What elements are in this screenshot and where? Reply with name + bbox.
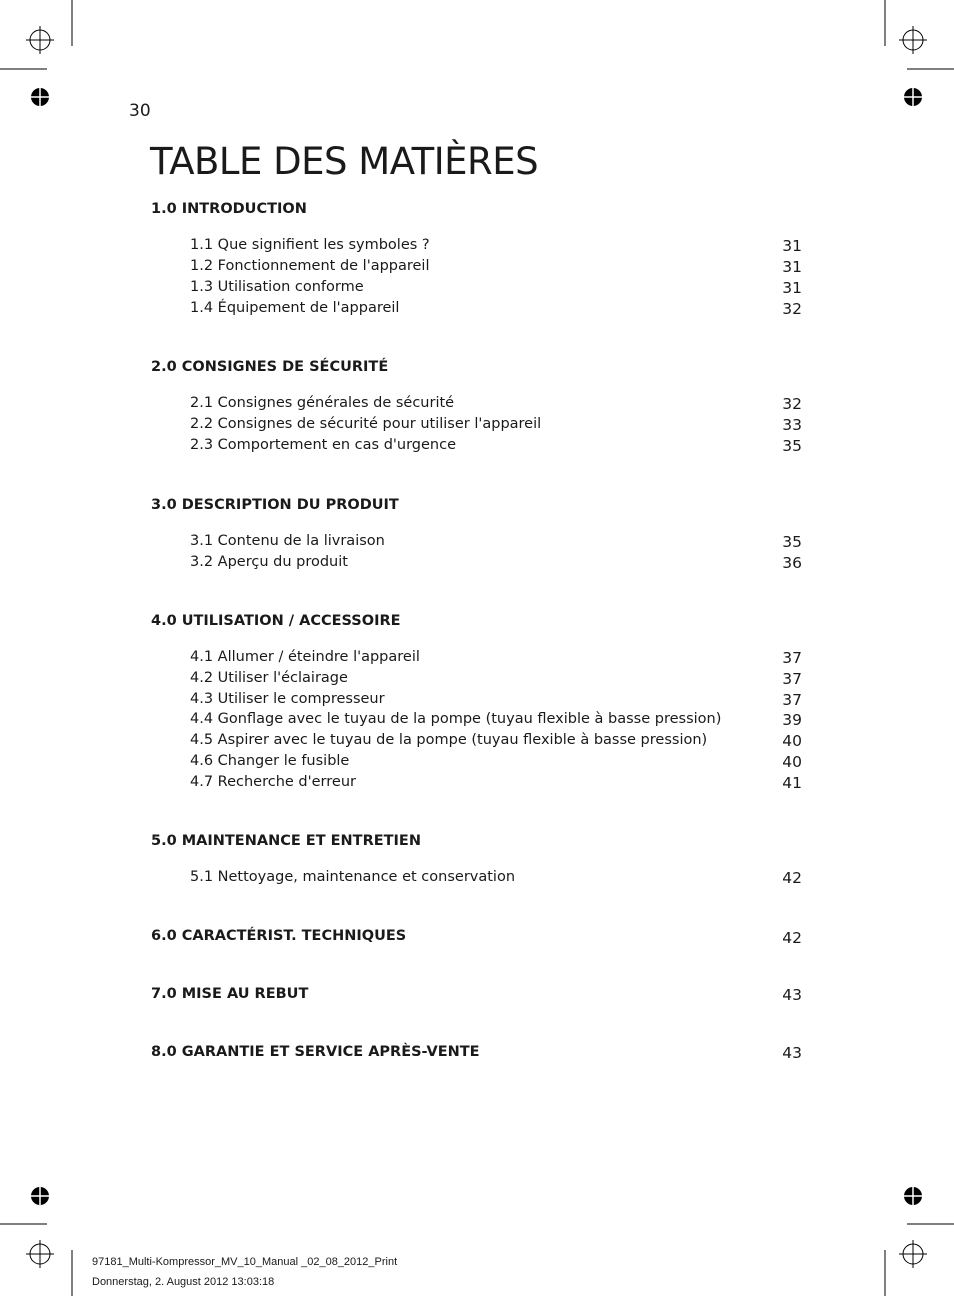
toc-entry-page: 32 bbox=[782, 395, 802, 413]
section-heading-maintenance: 5.0 MAINTENANCE ET ENTRETIEN bbox=[151, 833, 421, 849]
toc-entry-page: 40 bbox=[782, 732, 802, 750]
toc-entry-page: 33 bbox=[782, 416, 802, 434]
section-heading-warranty[interactable]: 8.0 GARANTIE ET SERVICE APRÈS-VENTE bbox=[151, 1044, 480, 1060]
toc-entry[interactable] bbox=[190, 753, 802, 773]
toc-entry[interactable] bbox=[190, 649, 802, 669]
section-heading-introduction: 1.0 INTRODUCTION bbox=[151, 201, 307, 217]
section-page-warranty: 43 bbox=[782, 1044, 802, 1062]
toc-entry[interactable] bbox=[190, 279, 802, 299]
page-number: 30 bbox=[129, 101, 151, 121]
toc-entry-label: 2.3 Comportement en cas d'urgence bbox=[190, 437, 456, 453]
toc-entry[interactable] bbox=[190, 554, 802, 574]
toc-entry-label: 3.2 Aperçu du produit bbox=[190, 554, 348, 570]
toc-entry-label: 1.2 Fonctionnement de l'appareil bbox=[190, 258, 430, 274]
toc-entry[interactable] bbox=[190, 711, 802, 731]
toc-entry-label: 1.1 Que signifient les symboles ? bbox=[190, 237, 430, 253]
toc-entry-label: 4.6 Changer le fusible bbox=[190, 753, 350, 769]
toc-entry-page: 39 bbox=[782, 711, 802, 729]
toc-entry-page: 31 bbox=[782, 237, 802, 255]
toc-entry[interactable] bbox=[190, 395, 802, 415]
toc-entry-label: 4.5 Aspirer avec le tuyau de la pompe (tuyau flexible à basse pression) bbox=[190, 732, 708, 748]
toc-entry-page: 35 bbox=[782, 437, 802, 455]
toc-entry[interactable] bbox=[190, 416, 802, 436]
toc-entry-page: 37 bbox=[782, 649, 802, 667]
toc-entry-label: 2.2 Consignes de sécurité pour utiliser l'appareil bbox=[190, 416, 542, 432]
toc-entry[interactable] bbox=[190, 533, 802, 553]
toc-entry[interactable] bbox=[190, 670, 802, 690]
section-heading-usage: 4.0 UTILISATION / ACCESSOIRE bbox=[151, 613, 401, 629]
toc-entry-page: 36 bbox=[782, 554, 802, 572]
section-page-technical: 42 bbox=[782, 929, 802, 947]
toc-entry-label: 1.3 Utilisation conforme bbox=[190, 279, 364, 295]
toc-entry-label: 4.2 Utiliser l'éclairage bbox=[190, 670, 348, 686]
toc-entry-label: 4.4 Gonflage avec le tuyau de la pompe (tuyau flexible à basse pression) bbox=[190, 711, 722, 727]
toc-entry-label: 1.4 Équipement de l'appareil bbox=[190, 300, 400, 316]
toc-entry[interactable] bbox=[190, 774, 802, 794]
section-heading-disposal[interactable]: 7.0 MISE AU REBUT bbox=[151, 986, 309, 1002]
toc-entry-label: 4.3 Utiliser le compresseur bbox=[190, 691, 385, 707]
footer-timestamp: Donnerstag, 2. August 2012 13:03:18 bbox=[92, 1276, 275, 1288]
toc-entry-page: 35 bbox=[782, 533, 802, 551]
toc-entry[interactable] bbox=[190, 300, 802, 320]
toc-entry-label: 4.7 Recherche d'erreur bbox=[190, 774, 356, 790]
toc-entry[interactable] bbox=[190, 732, 802, 752]
page-title: TABLE DES MATIÈRES bbox=[150, 140, 539, 183]
toc-entry-label: 2.1 Consignes générales de sécurité bbox=[190, 395, 455, 411]
toc-entry-page: 31 bbox=[782, 258, 802, 276]
toc-entry-page: 37 bbox=[782, 691, 802, 709]
toc-entry-page: 37 bbox=[782, 670, 802, 688]
section-page-disposal: 43 bbox=[782, 986, 802, 1004]
section-heading-technical[interactable]: 6.0 CARACTÉRIST. TECHNIQUES bbox=[151, 928, 407, 944]
section-heading-product: 3.0 DESCRIPTION DU PRODUIT bbox=[151, 497, 399, 513]
toc-entry-page: 41 bbox=[782, 774, 802, 792]
toc-entry-page: 31 bbox=[782, 279, 802, 297]
toc-entry[interactable] bbox=[190, 869, 802, 889]
toc-entry-page: 32 bbox=[782, 300, 802, 318]
toc-entry-label: 5.1 Nettoyage, maintenance et conservation bbox=[190, 869, 516, 885]
toc-entry-label: 3.1 Contenu de la livraison bbox=[190, 533, 385, 549]
footer-filename: 97181_Multi-Kompressor_MV_10_Manual _02_08_2012_Print bbox=[92, 1256, 398, 1268]
toc-entry[interactable] bbox=[190, 237, 802, 257]
toc-entry-page: 42 bbox=[782, 869, 802, 887]
toc-entry-label: 4.1 Allumer / éteindre l'appareil bbox=[190, 649, 420, 665]
toc-entry[interactable] bbox=[190, 691, 802, 711]
section-heading-safety: 2.0 CONSIGNES DE SÉCURITÉ bbox=[151, 359, 389, 375]
toc-entry[interactable] bbox=[190, 437, 802, 457]
toc-entry-page: 40 bbox=[782, 753, 802, 771]
toc-entry[interactable] bbox=[190, 258, 802, 278]
